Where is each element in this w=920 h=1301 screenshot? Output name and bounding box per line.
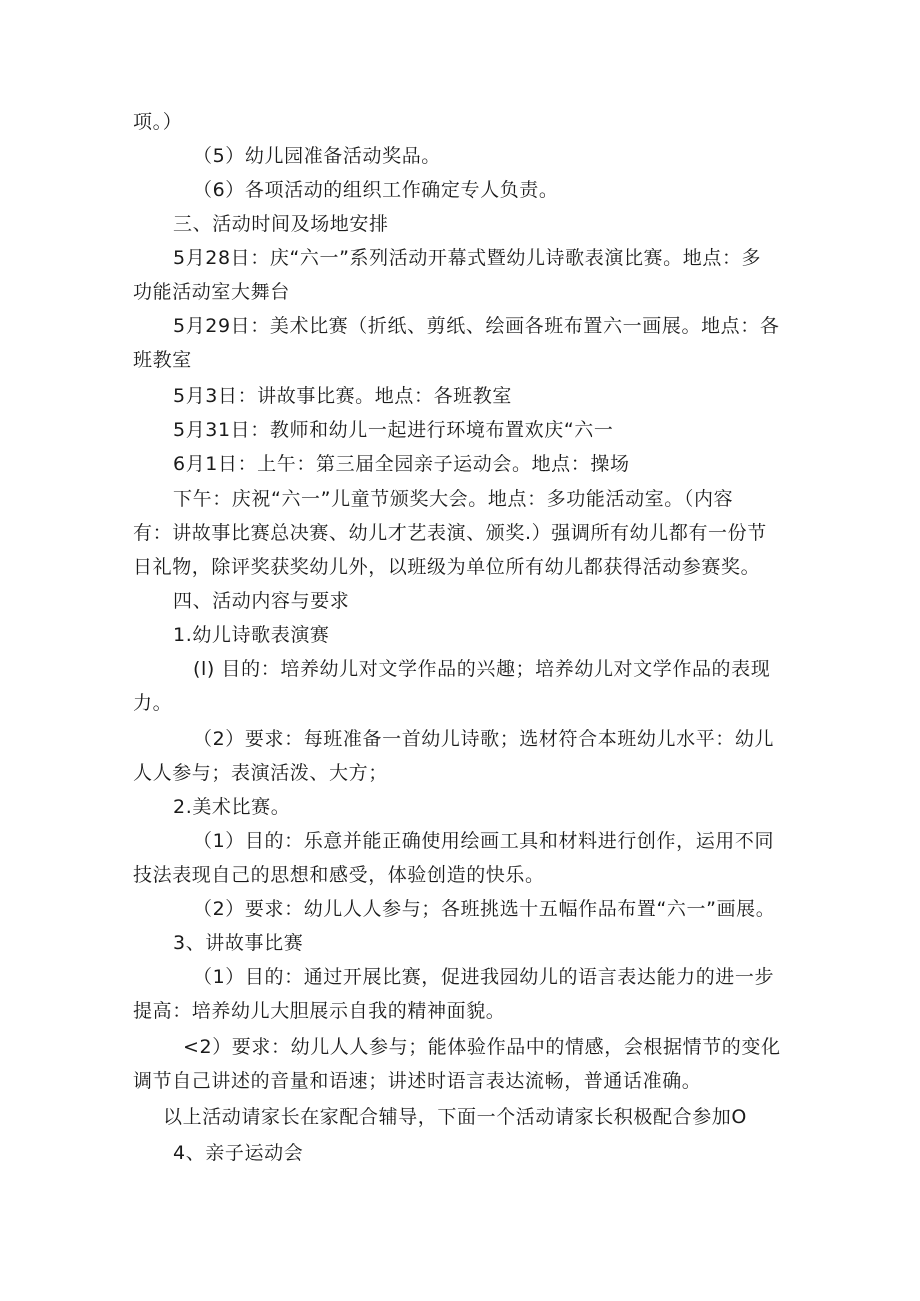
subsection-heading: 4、亲子运动会 [173, 1142, 304, 1164]
text-line: 以上活动请家长在家配合辅导，下面一个活动请家长积极配合参加O [163, 1106, 747, 1128]
text-line: 项。） [133, 111, 183, 133]
text-line: 下午：庆祝“六一”儿童节颁奖大会。地点：多功能活动室。（内容 [173, 488, 734, 510]
section-heading: 三、活动时间及场地安排 [173, 213, 389, 235]
text-line: 5月3日：讲故事比赛。地点：各班教室 [173, 385, 512, 407]
text-line: （5）幼儿园准备活动奖品。 [193, 145, 441, 167]
text-line: 班教室 [133, 349, 192, 371]
text-line: 人人参与；表演活泼、大方； [133, 762, 388, 784]
text-line: （1）目的：乐意并能正确使用绘画工具和材料进行创作，运用不同 [193, 830, 775, 852]
text-line: （1）目的：通过开展比赛，促进我园幼儿的语言表达能力的进一步 [193, 966, 775, 988]
text-line: 功能活动室大舞台 [133, 281, 290, 303]
text-line: 调节自己讲述的音量和语速；讲述时语言表达流畅，普通话准确。 [133, 1070, 702, 1092]
text-line: 有：讲故事比赛总决赛、幼儿才艺表演、颁奖.）强调所有幼儿都有一份节 [133, 522, 767, 544]
text-line: （2）要求：幼儿人人参与；各班挑选十五幅作品布置“六一”画展。 [193, 898, 776, 920]
text-line: 技法表现自己的思想和感受，体验创造的快乐。 [133, 864, 545, 886]
text-line: (l) 目的：培养幼儿对文学作品的兴趣；培养幼儿对文学作品的表现 [193, 658, 771, 680]
text-line: （2）要求：每班准备一首幼儿诗歌；选材符合本班幼儿水平：幼儿 [193, 728, 775, 750]
section-heading: 四、活动内容与要求 [173, 590, 350, 612]
text-line: （6）各项活动的组织工作确定专人负责。 [193, 179, 559, 201]
text-line: 日礼物，除评奖获奖幼儿外，以班级为单位所有幼儿都获得活动参赛奖。 [133, 556, 761, 578]
subsection-heading: 2.美术比赛。 [173, 796, 291, 818]
text-line: 5月28日：庆“六一”系列活动开幕式暨幼儿诗歌表演比赛。地点：多 [173, 247, 762, 269]
subsection-heading: 3、讲故事比赛 [173, 932, 304, 954]
text-line: 力。 [133, 692, 173, 714]
subsection-heading: 1.幼儿诗歌表演赛 [173, 624, 330, 646]
text-line: <2）要求：幼儿人人参与；能体验作品中的情感，会根据情节的变化 [183, 1036, 781, 1058]
text-line: 提高：培养幼儿大胆展示自我的精神面貌。 [133, 1000, 506, 1022]
text-line: 6月1日：上午：第三届全园亲子运动会。地点：操场 [173, 453, 630, 475]
text-line: 5月29日：美术比赛（折纸、剪纸、绘画各班布置六一画展。地点：各 [173, 315, 780, 337]
text-line: 5月31日：教师和幼儿一起进行环境布置欢庆“六一 [173, 419, 614, 441]
